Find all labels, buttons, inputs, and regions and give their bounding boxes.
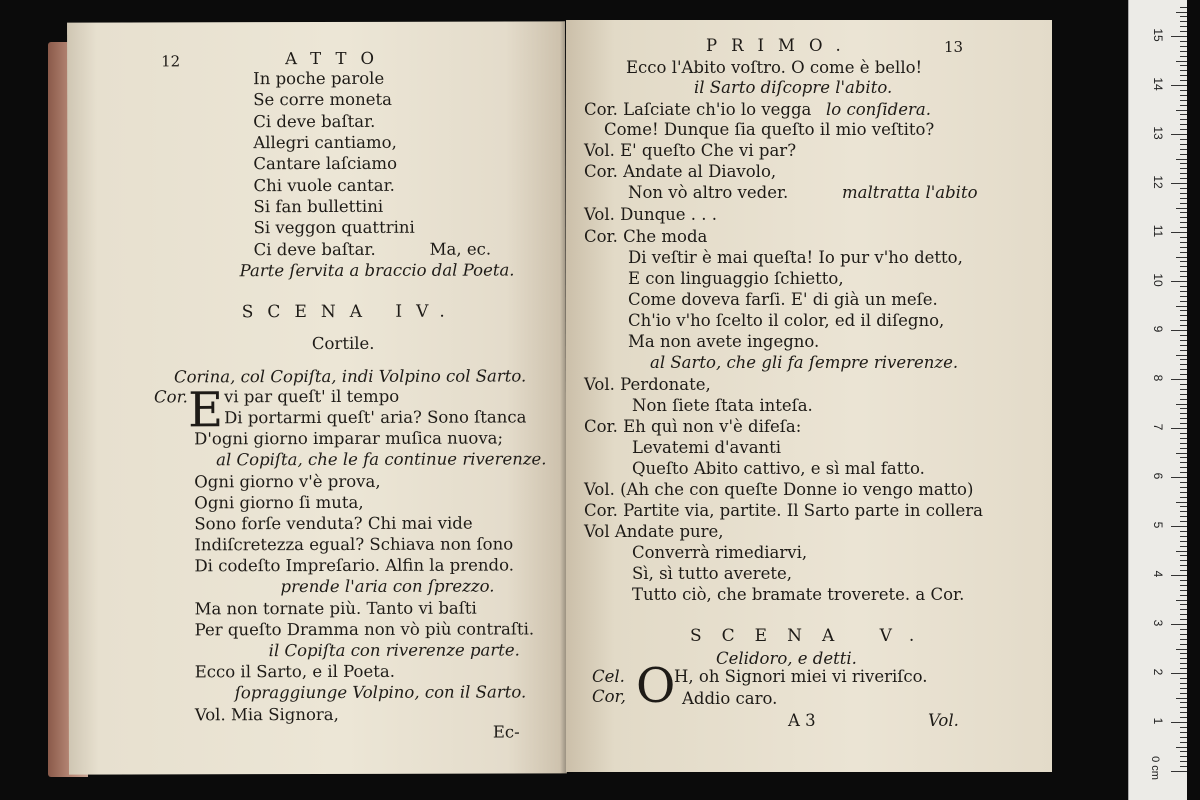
ruler-tick [1171,575,1187,576]
ruler-tick [1180,751,1187,752]
ruler-tick [1180,154,1187,155]
ruler-tick [1180,340,1187,341]
ruler-tick [1180,702,1187,703]
text-line: E con linguaggio ſchietto, [628,269,844,288]
text-line: Levatemi d'avanti [632,438,782,457]
ruler-number: 12 [1151,175,1165,189]
ruler-tick [1180,222,1187,223]
ruler-number: 4 [1151,570,1165,578]
ruler-number: 11 [1151,224,1165,238]
ruler-tick [1180,614,1187,615]
ruler-tick [1180,242,1187,243]
ruler-tick [1180,492,1187,493]
text-line: Vol. E' queſto Che vi par? [584,141,797,160]
ruler-tick [1171,379,1187,380]
ruler-unit-label: 0 cm [1148,756,1161,780]
running-head: ATTO [285,48,388,69]
text-line: Ecco l'Abito voſtro. O come è bello! [626,58,923,77]
stage-direction: lo conſidera. [826,100,931,119]
text-line: Cor. Eh quì non v'è difeſa: [584,417,802,436]
text-line: Non ſiete ſtata inteſa. [632,396,813,415]
ruler-tick [1180,482,1187,483]
ruler-tick [1180,41,1187,42]
ruler-tick [1180,688,1187,689]
ruler-tick [1180,663,1187,664]
ruler-tick [1176,404,1187,405]
ruler-tick [1171,771,1187,772]
right-page [566,20,1052,772]
ruler-tick [1180,193,1187,194]
ruler-tick [1180,737,1187,738]
text-line: Ch'io v'ho ſcelto il color, ed il diſegno, [628,311,945,330]
ruler-tick [1180,756,1187,757]
ruler-number: 8 [1151,374,1165,382]
text-line: Non vò altro veder. [628,183,789,202]
ruler-tick [1180,168,1187,169]
ruler-tick [1180,90,1187,91]
ruler-tick [1180,237,1187,238]
text-line: Ecco il Sarto, e il Poeta. [194,661,395,682]
ruler-tick [1180,634,1187,635]
ruler-tick [1180,766,1187,767]
ruler-tick [1180,350,1187,351]
ruler-tick [1176,208,1187,209]
text-line: Come doveva farſi. E' di già un meſe. [628,290,938,309]
ruler-tick [1180,149,1187,150]
ruler-tick [1171,232,1187,233]
ruler-tick [1180,585,1187,586]
ruler-tick [1180,683,1187,684]
ruler-tick [1180,198,1187,199]
ruler-tick [1180,658,1187,659]
stage-direction: Celidoro, e detti. [716,649,857,668]
ruler-tick [1180,742,1187,743]
ruler-tick [1171,624,1187,625]
ruler-tick [1180,604,1187,605]
text-line: Come! Dunque ſia queſto il mio veſtito? [604,120,935,139]
ruler-tick [1180,560,1187,561]
ruler-number: 5 [1151,521,1165,529]
text-line: Vol. Dunque . . . [584,205,718,224]
ruler-tick [1180,75,1187,76]
text-line: Cor. Laſciate ch'io lo vegga [584,100,812,119]
ruler-tick [1180,114,1187,115]
text-line: Addio caro. [682,689,778,708]
speaker: Cel. [592,667,625,686]
stage-direction: al Sarto, che gli fa ſempre riverenze. [650,353,959,372]
text-line: Se corre moneta [253,89,392,110]
ruler-tick [1180,707,1187,708]
scene-heading: SCENA V. [690,626,935,646]
drop-cap: O [636,658,676,714]
ruler-tick [1180,727,1187,728]
ruler-tick [1176,649,1187,650]
ruler-tick [1180,693,1187,694]
text-line: Di veſtir è mai queſta! Io pur v'ho detto, [628,248,963,267]
ruler-tick [1180,266,1187,267]
ruler-tick [1180,310,1187,311]
text-line: vi par queſt' il tempo [223,386,400,407]
ruler-tick [1180,217,1187,218]
ruler-number: 6 [1151,472,1165,480]
ruler-tick [1171,428,1187,429]
ruler-tick [1180,555,1187,556]
ruler-tick [1180,188,1187,189]
ruler-tick [1180,418,1187,419]
ruler-tick [1180,565,1187,566]
ruler-tick [1180,629,1187,630]
text-line: Per queſto Dramma non vò più contraſti. [194,619,535,640]
ruler-tick [1180,46,1187,47]
text-line: Vol. Mia Signora, [194,704,339,725]
text-line: Ma non tornate più. Tanto vi baſti [194,598,477,619]
ruler-tick [1180,384,1187,385]
ruler-tick [1180,100,1187,101]
ruler-tick [1171,330,1187,331]
left-page [67,21,567,774]
ruler-tick [1180,345,1187,346]
ruler-tick [1176,502,1187,503]
ruler-tick [1180,105,1187,106]
ruler-tick [1180,462,1187,463]
ruler-tick [1180,443,1187,444]
text-line: Vol. Perdonate, [584,375,711,394]
ruler-tick [1180,472,1187,473]
text-line: Allegri cantiamo, [253,132,397,153]
stage-direction: Parte ſervita a braccio dal Poeta. [239,260,515,281]
text-line: Ma non avete ingegno. [628,332,820,351]
ruler-number: 14 [1151,77,1165,91]
ruler-tick [1176,306,1187,307]
text-line: Cor. Andate al Diavolo, [584,162,777,181]
catchword: Ec- [492,722,520,742]
ruler-tick [1180,301,1187,302]
text-line: Ci deve baſtar. [253,111,376,132]
speaker: Cor. [153,387,188,407]
text-line: Vol. (Ah che con queſte Donne io vengo matto) [584,480,974,499]
ruler-tick [1180,247,1187,248]
ruler-number: 3 [1151,619,1165,627]
ruler-tick [1171,85,1187,86]
ruler-tick [1180,487,1187,488]
ruler-tick [1180,26,1187,27]
text-line: Chi vuole cantar. [253,175,395,196]
text-line: Ma, ec. [429,239,492,259]
ruler-tick [1180,144,1187,145]
ruler-tick [1180,212,1187,213]
ruler-tick [1180,423,1187,424]
ruler-tick [1171,673,1187,674]
ruler-number: 13 [1151,126,1165,140]
ruler-tick [1171,477,1187,478]
running-head: PRIMO. [706,36,855,55]
ruler-tick [1180,276,1187,277]
ruler-tick [1180,178,1187,179]
ruler-tick [1180,497,1187,498]
drop-cap: E [187,382,224,439]
ruler-tick [1176,355,1187,356]
ruler-tick [1180,315,1187,316]
stage-direction: Corina, col Copiſta, indi Volpino col Sarto. [173,366,527,387]
text-line: Converrà rimediarvi, [632,543,808,562]
signature-mark: A 3 [788,711,816,730]
ruler-tick [1180,95,1187,96]
ruler-tick [1171,526,1187,527]
page-number: 13 [944,38,964,56]
ruler-tick [1180,271,1187,272]
ruler-tick [1180,21,1187,22]
text-line: H, oh Signori miei vi riveriſco. [674,667,928,686]
ruler-tick [1180,227,1187,228]
ruler-number: 10 [1151,273,1165,287]
ruler-tick [1176,257,1187,258]
ruler-tick [1180,580,1187,581]
ruler-tick [1176,453,1187,454]
scene-heading: SCENA IV. [241,301,459,323]
ruler-tick [1180,261,1187,262]
ruler-tick [1180,413,1187,414]
stage-direction: al Copiſta, che le fa continue riverenze. [216,449,547,470]
ruler-tick [1171,183,1187,184]
ruler-tick [1176,698,1187,699]
ruler-tick [1180,51,1187,52]
ruler-tick [1176,12,1187,13]
ruler-tick [1180,296,1187,297]
stage-direction: il Copiſta con riverenze parte. [268,640,520,661]
ruler-tick [1180,252,1187,253]
ruler-tick [1180,408,1187,409]
text-line: Indiſcretezza egual? Schiava non ſono [194,534,514,555]
ruler-tick [1180,457,1187,458]
ruler-tick [1180,448,1187,449]
ruler-tick [1180,570,1187,571]
ruler-tick [1180,678,1187,679]
ruler-tick [1180,364,1187,365]
text-line: Sono forſe venduta? Chi mai vide [194,513,473,534]
text-line: Sì, sì tutto averete, [632,564,792,583]
ruler-tick [1180,56,1187,57]
ruler-tick [1180,80,1187,81]
ruler-tick [1180,70,1187,71]
ruler-tick [1180,139,1187,140]
setting: Cortile. [311,333,375,354]
ruler-tick [1171,36,1187,37]
ruler-tick [1176,747,1187,748]
ruler-tick [1180,394,1187,395]
ruler-tick [1180,761,1187,762]
text-line: Cantare laſciamo [253,153,398,174]
ruler-tick [1171,134,1187,135]
ruler-tick [1180,609,1187,610]
ruler-number: 2 [1151,668,1165,676]
ruler-tick [1180,359,1187,360]
ruler-number: 15 [1151,28,1165,42]
ruler-tick [1180,732,1187,733]
ruler-tick [1176,600,1187,601]
ruler-tick [1180,546,1187,547]
ruler-tick [1180,516,1187,517]
ruler-tick [1180,644,1187,645]
text-line: Vol Andate pure, [584,522,724,541]
text-line: Cor. Partite via, partite. Il Sarto parte in collera [584,501,983,520]
stage-direction: il Sarto diſcopre l'abito. [694,78,893,97]
ruler-tick [1180,129,1187,130]
ruler-tick [1180,374,1187,375]
page-number: 12 [161,52,181,71]
ruler-tick [1176,61,1187,62]
ruler-tick [1176,551,1187,552]
text-line: Si fan bullettini [253,196,384,217]
ruler-number: 1 [1151,717,1165,725]
ruler-tick [1180,369,1187,370]
catchword: Vol. [928,711,959,730]
ruler-tick [1180,31,1187,32]
ruler-tick [1180,521,1187,522]
ruler-tick [1180,541,1187,542]
stage-direction: prende l'aria con ſprezzo. [280,576,495,597]
ruler-tick [1180,65,1187,66]
text-line: D'ogni giorno imparar muſica nuova; [194,428,504,449]
text-line: In poche parole [253,68,385,89]
ruler-tick [1180,335,1187,336]
ruler-tick [1180,291,1187,292]
measurement-ruler [1128,0,1187,800]
ruler-tick [1180,325,1187,326]
stage-direction: maltratta l'abito [842,183,978,202]
ruler-tick [1180,467,1187,468]
ruler-tick [1180,16,1187,17]
ruler-tick [1176,110,1187,111]
ruler-tick [1180,531,1187,532]
ruler-tick [1180,639,1187,640]
ruler-tick [1180,717,1187,718]
text-line: Ogni giorno ſi muta, [194,492,364,513]
ruler-tick [1176,159,1187,160]
ruler-tick [1180,712,1187,713]
ruler-tick [1180,511,1187,512]
ruler-tick [1171,722,1187,723]
ruler-tick [1180,668,1187,669]
ruler-tick [1180,7,1187,8]
ruler-number: 9 [1151,325,1165,333]
ruler-tick [1180,124,1187,125]
speaker: Cor, [592,687,626,706]
stage-direction: ſopraggiunge Volpino, con il Sarto. [234,682,527,703]
ruler-tick [1180,595,1187,596]
ruler-tick [1180,619,1187,620]
text-line: Cor. Che moda [584,227,708,246]
text-line: Di portarmi queſt' aria? Sono ſtanca [224,407,527,428]
ruler-tick [1171,281,1187,282]
ruler-tick [1180,320,1187,321]
ruler-tick [1180,399,1187,400]
ruler-tick [1180,506,1187,507]
ruler-tick [1180,389,1187,390]
ruler-tick [1180,653,1187,654]
ruler-tick [1180,203,1187,204]
text-line: Ogni giorno v'è prova, [194,471,381,492]
ruler-tick [1180,438,1187,439]
ruler-number: 7 [1151,423,1165,431]
ruler-tick [1180,119,1187,120]
ruler-tick [1180,536,1187,537]
ruler-tick [1180,173,1187,174]
text-line: Queſto Abito cattivo, e sì mal fatto. [632,459,925,478]
text-line: Tutto ciò, che bramate troverete. a Cor. [632,585,965,604]
ruler-tick [1180,590,1187,591]
text-line: Si veggon quattrini [253,217,415,238]
text-line: Di codeſto Impreſario. Alfin la prendo. [194,555,514,576]
ruler-tick [1180,433,1187,434]
text-line: Ci deve baſtar. [253,239,376,260]
ruler-tick [1180,286,1187,287]
ruler-tick [1180,163,1187,164]
